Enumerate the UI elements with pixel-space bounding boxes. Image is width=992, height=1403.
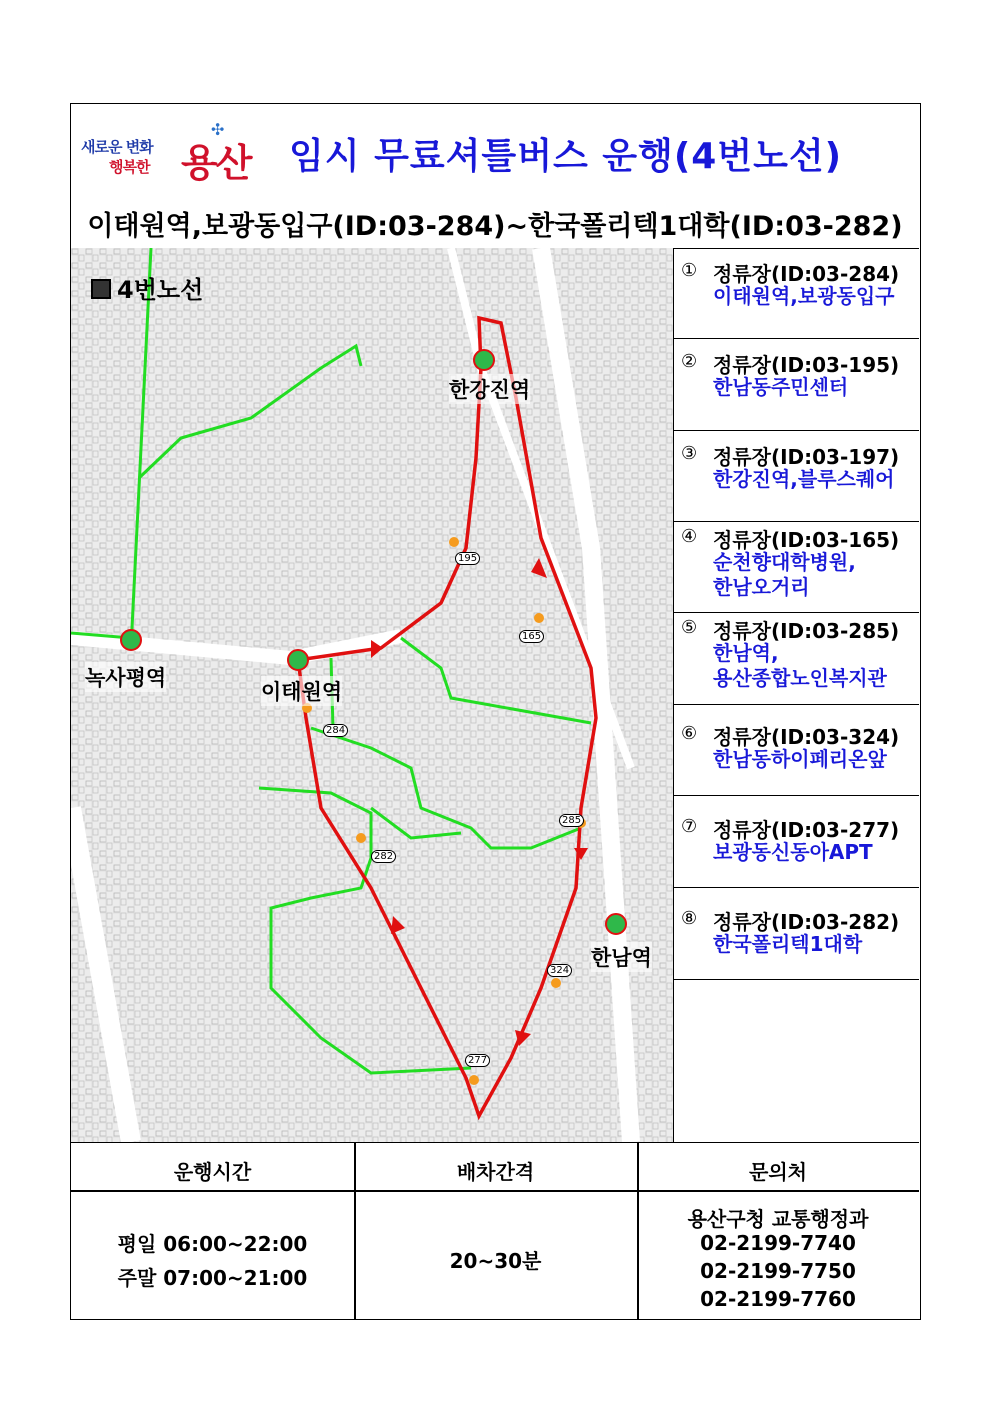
stop-number: ⑧	[681, 908, 698, 929]
notice-frame	[70, 103, 921, 1320]
stop-item-3	[673, 431, 919, 522]
hours-weekend: 주말 07:00~21:00	[117, 1266, 308, 1290]
stop-no-277: 277	[465, 1054, 490, 1067]
header	[71, 104, 919, 249]
stop-name: 순천향대학병원, 한남오거리	[713, 550, 856, 599]
stop-number: ③	[681, 443, 698, 464]
stop-name: 한남동하이페리온앞	[713, 747, 887, 771]
stop-no-324: 324	[547, 964, 572, 977]
stop-item-6	[673, 705, 919, 796]
stop-name: 보광동신동아APT	[713, 840, 873, 864]
label-hangangjin: 한강진역	[449, 374, 530, 404]
legend-label: 4번노선	[117, 276, 204, 304]
yongsan-logo	[81, 120, 251, 186]
stop-item-1	[673, 248, 919, 339]
stop-name: 한남동주민센터	[713, 375, 849, 399]
stop-no-284: 284	[323, 724, 348, 737]
stop-name: 이태원역,보광동입구	[713, 284, 895, 308]
contact-phone-1: 02-2199-7740	[700, 1231, 856, 1255]
interval-value: 20~30분	[449, 1249, 542, 1273]
map-background	[71, 248, 673, 1142]
contact-org: 용산구청 교통행정과	[687, 1207, 869, 1231]
stop-no-195: 195	[455, 552, 480, 565]
stop-item-8	[673, 888, 919, 980]
stop-code: 정류장(ID:03-195)	[713, 353, 900, 377]
header-contact: 문의처	[749, 1160, 807, 1184]
map-svg	[71, 248, 673, 1142]
stop-number: ⑦	[681, 816, 698, 837]
stop-code: 정류장(ID:03-285)	[713, 619, 900, 643]
table-divider	[71, 1190, 919, 1192]
stop-item-4	[673, 522, 919, 613]
map-legend	[91, 270, 203, 305]
stop-number: ⑤	[681, 617, 698, 638]
hours-weekday: 평일 06:00~22:00	[117, 1232, 308, 1256]
stop-code: 정류장(ID:03-284)	[713, 262, 900, 286]
stop-name: 한국폴리텍1대학	[713, 932, 863, 956]
stop-no-285: 285	[559, 814, 584, 827]
info-table	[71, 1142, 919, 1320]
contact-phone-2: 02-2199-7750	[700, 1259, 856, 1283]
route-subtitle: 이태원역,보광동입구(ID:03-284)~한국폴리텍1대학(ID:03-282)	[87, 211, 903, 242]
label-hannam: 한남역	[591, 942, 652, 972]
contact-phone-3: 02-2199-7760	[700, 1287, 856, 1311]
stop-list	[673, 248, 919, 1142]
stop-number: ②	[681, 351, 698, 372]
stop-code: 정류장(ID:03-282)	[713, 910, 900, 934]
stop-number: ④	[681, 526, 698, 547]
logo-line1: 새로운 변화	[81, 138, 153, 156]
header-hours: 운행시간	[173, 1160, 252, 1184]
route-map	[71, 248, 674, 1142]
stop-item-2	[673, 339, 919, 431]
label-noksapyeong: 녹사평역	[85, 662, 166, 692]
stop-code: 정류장(ID:03-165)	[713, 528, 900, 552]
stop-number: ⑥	[681, 723, 698, 744]
logo-line2: 행복한	[109, 158, 150, 176]
stop-name: 한남역, 용산종합노인복지관	[713, 641, 887, 690]
pinwheel-icon: ✣	[211, 120, 225, 139]
stop-code: 정류장(ID:03-197)	[713, 445, 900, 469]
stop-code: 정류장(ID:03-324)	[713, 725, 900, 749]
stop-item-7	[673, 796, 919, 888]
stop-item-5	[673, 613, 919, 705]
stop-no-282: 282	[371, 850, 396, 863]
stop-number: ①	[681, 260, 698, 281]
logo-main: 용산	[181, 141, 251, 185]
stop-code: 정류장(ID:03-277)	[713, 818, 900, 842]
page-title: 임시 무료셔틀버스 운행(4번노선)	[289, 136, 843, 177]
legend-square-icon	[91, 279, 111, 299]
stop-no-165: 165	[519, 630, 544, 643]
label-itaewon: 이태원역	[261, 676, 342, 706]
header-interval: 배차간격	[456, 1160, 535, 1184]
stop-name: 한강진역,블루스퀘어	[713, 467, 895, 491]
